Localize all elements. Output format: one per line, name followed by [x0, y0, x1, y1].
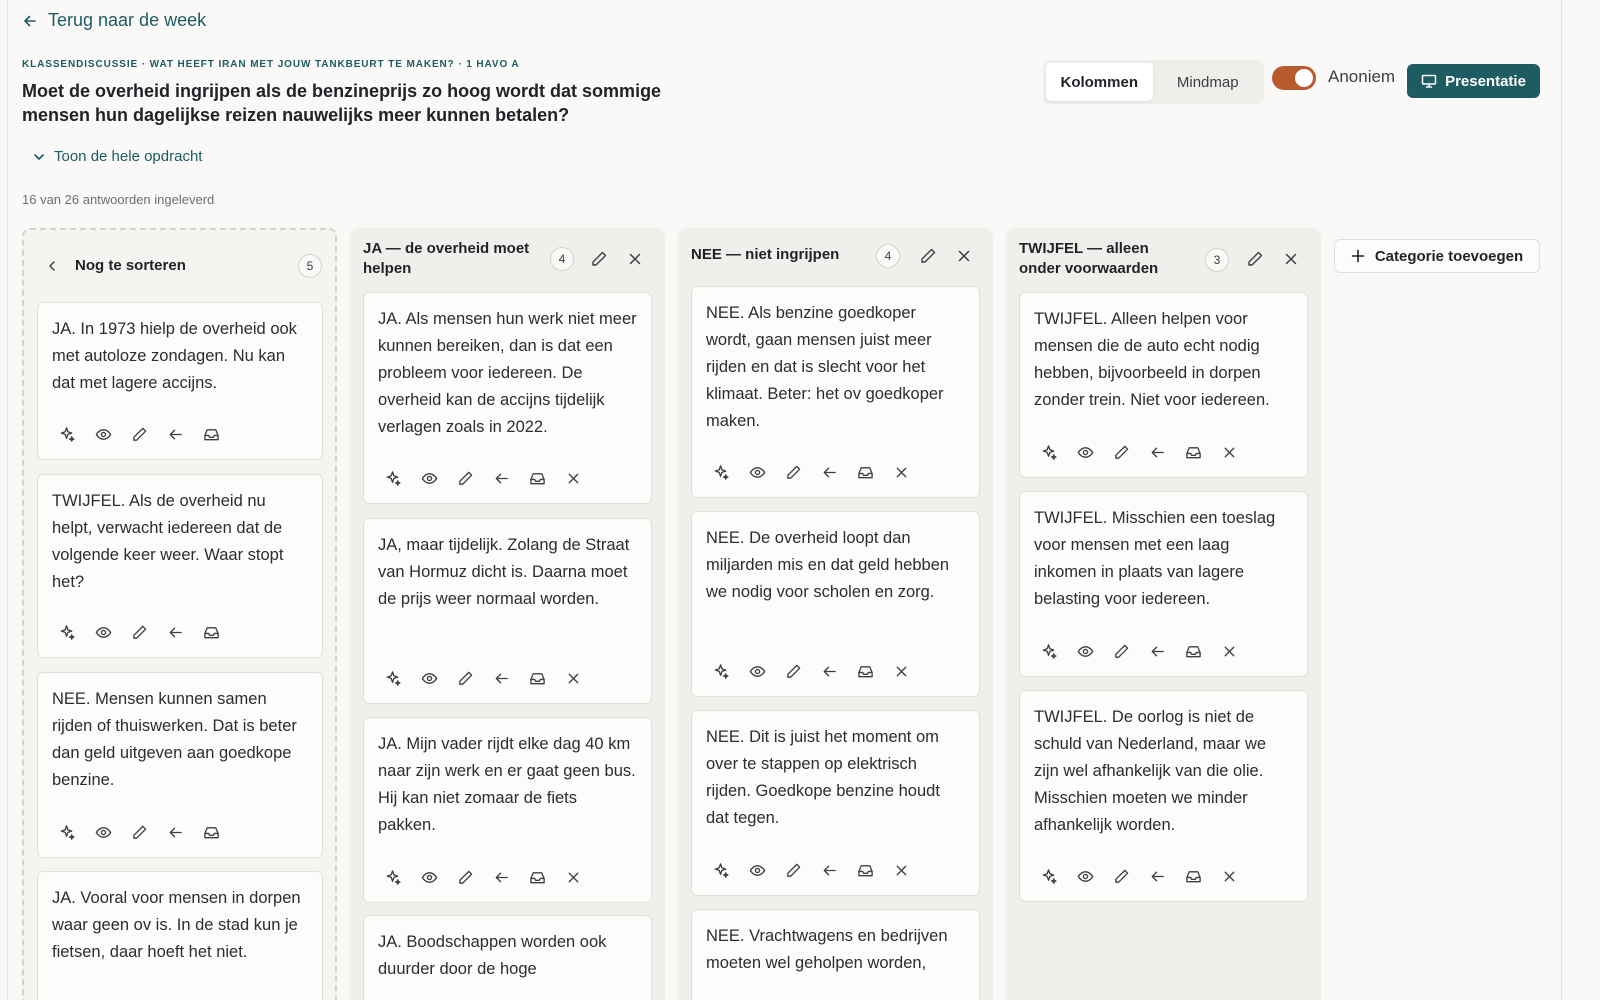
answer-card[interactable]	[691, 909, 980, 1000]
column-ja	[350, 228, 665, 1000]
close-icon[interactable]	[628, 252, 642, 266]
inbox-icon[interactable]	[528, 868, 546, 886]
inbox-icon[interactable]	[856, 662, 874, 680]
arrow-left-icon[interactable]	[492, 868, 510, 886]
answer-text: TWIJFEL. Alleen helpen voor mensen die de auto echt nodig hebben, bijvoorbeeld in dorpen zonder trein. Niet voor iedereen.	[1034, 310, 1270, 409]
eye-icon[interactable]	[1076, 867, 1094, 885]
pencil-icon[interactable]	[130, 425, 148, 443]
pencil-icon[interactable]	[1246, 250, 1264, 268]
add-category-label: Categorie toevoegen	[1374, 247, 1524, 265]
presentation-button[interactable]	[1407, 64, 1540, 98]
pencil-icon[interactable]	[130, 823, 148, 841]
answer-text: TWIJFEL. Als de overheid nu helpt, verwacht iedereen dat de volgende keer weer. Waar stopt het?	[52, 492, 284, 591]
close-icon[interactable]	[892, 463, 910, 481]
arrow-left-icon[interactable]	[1148, 443, 1166, 461]
sparkle-icon[interactable]	[58, 425, 76, 443]
inbox-icon[interactable]	[202, 425, 220, 443]
inbox-icon[interactable]	[202, 623, 220, 641]
answer-card[interactable]	[363, 292, 652, 504]
arrow-left-icon[interactable]	[820, 861, 838, 879]
pencil-icon[interactable]	[1112, 443, 1130, 461]
eye-icon[interactable]	[94, 823, 112, 841]
eye-icon[interactable]	[748, 662, 766, 680]
inbox-icon[interactable]	[202, 823, 220, 841]
sparkle-icon[interactable]	[712, 463, 730, 481]
card-actions	[384, 669, 582, 687]
close-icon[interactable]	[564, 469, 582, 487]
eye-icon[interactable]	[748, 463, 766, 481]
column-title: JA — de overheid moet helpen	[363, 240, 530, 277]
chevron-down-icon	[32, 150, 46, 164]
card-actions	[58, 623, 220, 641]
sparkle-icon[interactable]	[58, 823, 76, 841]
eye-icon[interactable]	[420, 469, 438, 487]
card-actions	[1040, 867, 1238, 885]
sparkle-icon[interactable]	[1040, 443, 1058, 461]
arrow-left-icon[interactable]	[492, 469, 510, 487]
arrow-left-icon[interactable]	[1148, 642, 1166, 660]
pencil-icon[interactable]	[784, 861, 802, 879]
close-icon[interactable]	[957, 249, 971, 263]
close-icon[interactable]	[564, 669, 582, 687]
pencil-icon[interactable]	[456, 868, 474, 886]
eye-icon[interactable]	[748, 861, 766, 879]
answer-text: JA. Vooral voor mensen in dorpen waar geen ov is. In de stad kun je fietsen, daar hoeft het niet.	[52, 889, 301, 961]
answer-card[interactable]	[691, 286, 980, 498]
answer-text: NEE. Dit is juist het moment om over te stappen op elektrisch rijden. Goedkope benzine houdt dat tegen.	[706, 728, 940, 827]
column-count-badge: 4	[550, 247, 574, 271]
inbox-icon[interactable]	[856, 463, 874, 481]
inbox-icon[interactable]	[1184, 867, 1202, 885]
back-link-label: Terug naar de week	[48, 10, 207, 30]
inbox-icon[interactable]	[1184, 443, 1202, 461]
card-actions	[384, 868, 582, 886]
answer-card[interactable]	[691, 710, 980, 896]
answer-text: NEE. Als benzine goedkoper wordt, gaan mensen juist meer rijden en dat is slecht voor het klimaat. Beter: het ov goedkoper maken.	[706, 304, 944, 430]
column-nee	[678, 228, 993, 1000]
arrow-left-icon[interactable]	[492, 669, 510, 687]
column-title: TWIJFEL — alleen onder voorwaarden	[1019, 240, 1159, 277]
pencil-icon[interactable]	[1112, 642, 1130, 660]
anonymous-label: Anoniem	[1328, 67, 1396, 86]
page-frame-left	[7, 0, 8, 1000]
back-to-week-link[interactable]	[22, 10, 206, 31]
page-kicker: KLASSENDISCUSSIE · WAT HEEFT IRAN MET JOUW TANKBEURT TE MAKEN? · 1 HAVO A	[22, 59, 520, 70]
eye-icon[interactable]	[94, 425, 112, 443]
column-title: Nog te sorteren	[75, 257, 186, 274]
sparkle-icon[interactable]	[712, 662, 730, 680]
arrow-left-icon[interactable]	[820, 463, 838, 481]
close-icon[interactable]	[1220, 867, 1238, 885]
page-scrollbar[interactable]	[1562, 0, 1600, 1000]
answer-text: JA, maar tijdelijk. Zolang de Straat van Hormuz dicht is. Daarna moet de prijs weer normaal worden.	[378, 536, 630, 608]
close-icon[interactable]	[1220, 642, 1238, 660]
inbox-icon[interactable]	[528, 469, 546, 487]
sparkle-icon[interactable]	[384, 868, 402, 886]
sparkle-icon[interactable]	[384, 469, 402, 487]
add-category-button[interactable]	[1334, 239, 1540, 273]
arrow-left-icon[interactable]	[1148, 867, 1166, 885]
pencil-icon[interactable]	[456, 469, 474, 487]
card-actions	[1040, 642, 1238, 660]
answer-card[interactable]	[37, 871, 323, 1000]
answer-card[interactable]	[37, 672, 323, 858]
arrow-left-icon	[22, 13, 38, 29]
plus-icon	[1351, 249, 1365, 263]
close-icon[interactable]	[564, 868, 582, 886]
card-actions	[384, 469, 582, 487]
inbox-icon[interactable]	[856, 861, 874, 879]
column-unsorted	[22, 228, 337, 1000]
column-count-badge: 4	[876, 244, 900, 268]
answer-text: NEE. Vrachtwagens en bedrijven moeten wel geholpen worden,	[706, 927, 948, 972]
submission-count: 16 van 26 antwoorden ingeleverd	[22, 192, 215, 207]
monitor-icon	[1421, 73, 1437, 89]
answer-text: JA. In 1973 hielp de overheid ook met autoloze zondagen. Nu kan dat met lagere accijns.	[52, 320, 297, 392]
answer-card[interactable]	[1019, 292, 1308, 478]
answer-card[interactable]	[1019, 491, 1308, 677]
inbox-icon[interactable]	[1184, 642, 1202, 660]
pencil-icon[interactable]	[784, 463, 802, 481]
column-title: NEE — niet ingrijpen	[691, 246, 840, 263]
sparkle-icon[interactable]	[1040, 642, 1058, 660]
pencil-icon[interactable]	[919, 247, 937, 265]
presentation-label: Presentatie	[1445, 72, 1526, 90]
answer-card[interactable]	[363, 518, 652, 704]
column-count-badge: 5	[298, 254, 322, 278]
close-icon[interactable]	[1220, 443, 1238, 461]
card-actions	[58, 823, 220, 841]
card-actions	[58, 425, 220, 443]
pencil-icon[interactable]	[784, 662, 802, 680]
eye-icon[interactable]	[1076, 642, 1094, 660]
answer-card[interactable]	[37, 474, 323, 658]
sparkle-icon[interactable]	[712, 861, 730, 879]
pencil-icon[interactable]	[1112, 867, 1130, 885]
page-title: Moet de overheid ingrijpen als de benzineprijs zo hoog wordt dat sommige mensen hun dagelijkse reizen nauwelijks meer kunnen betalen?	[22, 81, 662, 125]
card-actions	[1040, 443, 1238, 461]
show-full-task-toggle[interactable]	[32, 148, 202, 165]
answer-card[interactable]	[1019, 690, 1308, 902]
sparkle-icon[interactable]	[384, 669, 402, 687]
eye-icon[interactable]	[94, 623, 112, 641]
pencil-icon[interactable]	[590, 250, 608, 268]
answer-text: JA. Boodschappen worden ook duurder door de hoge	[378, 933, 607, 978]
answer-text: NEE. De overheid loopt dan miljarden mis en dat geld hebben we nodig voor scholen en zorg.	[706, 529, 950, 601]
eye-icon[interactable]	[1076, 443, 1094, 461]
arrow-left-icon[interactable]	[166, 425, 184, 443]
chevron-left-icon[interactable]	[45, 259, 59, 273]
arrow-left-icon[interactable]	[820, 662, 838, 680]
column-twijfel	[1006, 228, 1321, 1000]
arrow-left-icon[interactable]	[166, 823, 184, 841]
answer-text: JA. Mijn vader rijdt elke dag 40 km naar zijn werk en er gaat geen bus. Hij kan niet zomaar de fiets pakken.	[378, 735, 636, 834]
answer-card[interactable]	[363, 915, 652, 1000]
close-icon[interactable]	[892, 861, 910, 879]
column-count-badge: 3	[1205, 248, 1229, 272]
sparkle-icon[interactable]	[58, 623, 76, 641]
pencil-icon[interactable]	[130, 623, 148, 641]
close-icon[interactable]	[1284, 252, 1298, 266]
eye-icon[interactable]	[420, 868, 438, 886]
view-mindmap-button[interactable]: Mindmap	[1176, 73, 1239, 91]
inbox-icon[interactable]	[528, 669, 546, 687]
close-icon[interactable]	[892, 662, 910, 680]
anonymous-toggle[interactable]	[1272, 66, 1316, 90]
card-actions	[712, 463, 910, 481]
toggle-knob	[1295, 69, 1313, 87]
eye-icon[interactable]	[420, 669, 438, 687]
sparkle-icon[interactable]	[1040, 867, 1058, 885]
answer-card[interactable]	[363, 717, 652, 903]
answer-text: TWIJFEL. Misschien een toeslag voor mensen met een laag inkomen in plaats van lagere belasting voor iedereen.	[1034, 509, 1276, 608]
pencil-icon[interactable]	[456, 669, 474, 687]
answer-text: JA. Als mensen hun werk niet meer kunnen bereiken, dan is dat een probleem voor iedereen. De overheid kan de accijns tijdelijk verlagen zoals in 2022.	[378, 310, 637, 436]
arrow-left-icon[interactable]	[166, 623, 184, 641]
answer-text: TWIJFEL. De oorlog is niet de schuld van Nederland, maar we zijn wel afhankelijk van die olie. Misschien moeten we minder afhankelijk worden.	[1034, 708, 1267, 834]
answer-text: NEE. Mensen kunnen samen rijden of thuiswerken. Dat is beter dan geld uitgeven aan goedkope benzine.	[52, 690, 297, 789]
show-full-task-label: Toon de hele opdracht	[54, 148, 203, 165]
view-switch	[1043, 60, 1264, 104]
card-actions	[712, 662, 910, 680]
card-actions	[712, 861, 910, 879]
answer-card[interactable]	[37, 302, 323, 460]
answer-card[interactable]	[691, 511, 980, 697]
view-columns-button[interactable]: Kolommen	[1046, 63, 1153, 101]
